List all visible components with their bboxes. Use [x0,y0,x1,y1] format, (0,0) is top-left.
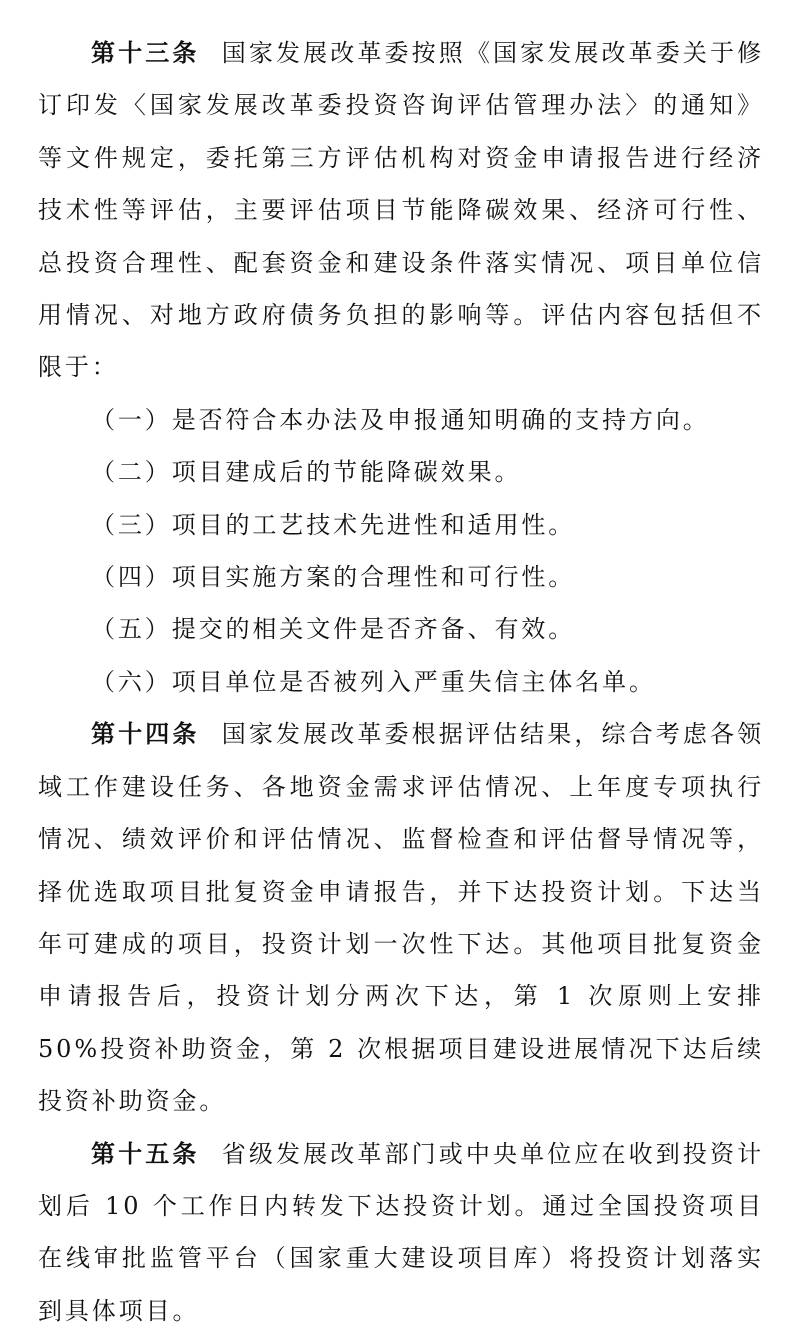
article-13-item-1: （一）是否符合本办法及申报通知明确的支持方向。 [91,405,710,434]
article-13-item-5: （五）提交的相关文件是否齐备、有效。 [91,615,576,644]
article-14-body: 国家发展改革委根据评估结果，综合考虑各领域工作建设任务、各地资金需求评估情况、上年度专项执行情况、绩效评价和评估情况、监督检查和评估督导情况等，择优选取项目批复资金申请报告，并下达投资计划。下达当年可建成的项目，投资计划一次性下达。其他项目批复资金申请报告后，投资计划分两次下达，第 1 次原则上安排 50%投资补助资金，第 2 次根据项目建设进展情况下达后续投资补助资金。 [38,720,764,1116]
article-13-label: 第十三条 [91,38,200,67]
article-15-label: 第十五条 [91,1138,200,1168]
article-13-item-3: （三）项目的工艺技术先进性和适用性。 [91,510,576,539]
article-13-item-2: （二）项目建成后的节能降碳效果。 [91,458,522,487]
article-13-body: 国家发展改革委按照《国家发展改革委关于修订印发〈国家发展改革委投资咨询评估管理办法〉的通知》等文件规定，委托第三方评估机构对资金申请报告进行经济技术性等评估，主要评估项目节能降碳效果、经济可行性、总投资合理性、配套资金和建设条件落实情况、项目单位信用情况、对地方政府债务负担的影响等。评估内容包括但不限于： [38,39,764,382]
article-14-label: 第十四条 [91,719,200,749]
article-13-item-4: （四）项目实施方案的合理性和可行性。 [91,563,576,592]
article-15-body: 省级发展改革部门或中央单位应在收到投资计划后 10 个工作日内转发下达投资计划。通过全国投资项目在线审批监管平台（国家重大建设项目库）将投资计划落实到具体项目。 [38,1139,764,1325]
article-15 [38,1128,764,1337]
article-13-item-6: （六）项目单位是否被列入严重失信主体名单。 [91,667,656,696]
article-13 [38,27,764,394]
article-14 [38,708,764,1127]
document-page [38,27,764,1337]
